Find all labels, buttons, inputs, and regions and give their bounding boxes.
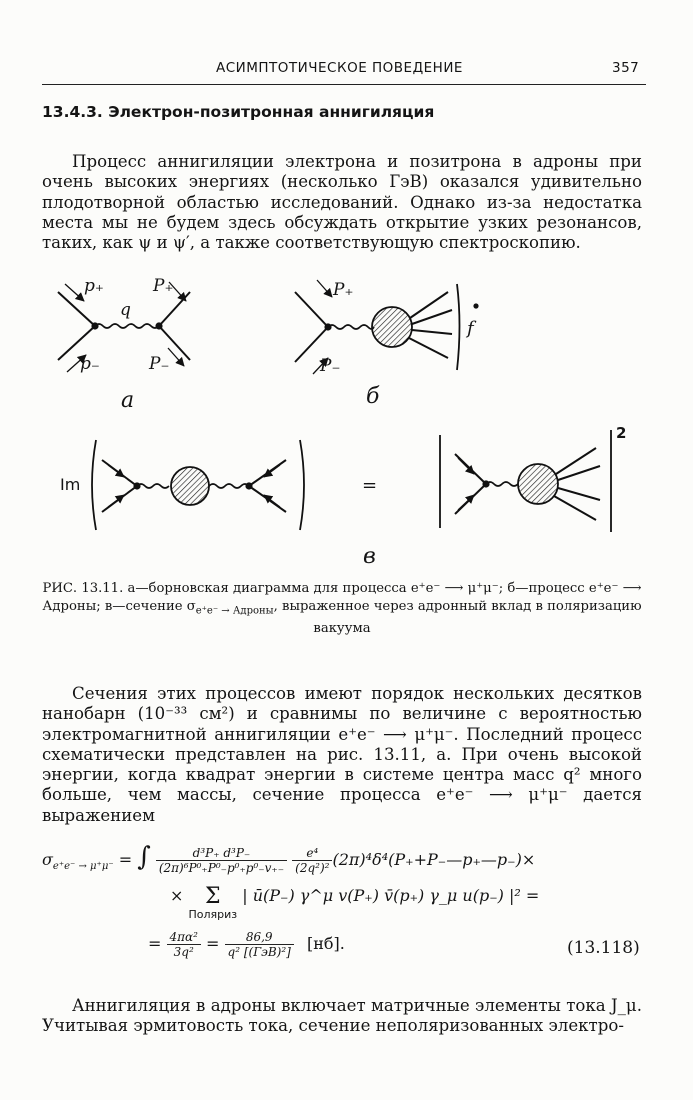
frac-coupling-den: (2q²)² (295, 861, 330, 875)
label-P-minus-out: P₋ (149, 354, 170, 374)
eq-times: × (170, 886, 184, 905)
label-f: f (467, 318, 474, 339)
section-title: 13.4.3. Электрон-позитронная аннигиляция (42, 103, 435, 121)
frac-result-num: 4πα² (167, 930, 201, 945)
equation-line-2 (170, 886, 539, 921)
label-b-P-minus: P₋ (320, 356, 341, 376)
caption-subscript: e⁺e⁻ → Адроны (195, 605, 274, 617)
eq-line-2-body: | ū(P₋) γ^μ v(P₊) v̄(p₊) γ_μ u(p₋) |² = (242, 886, 540, 905)
eq-unit: [нб]. (306, 934, 345, 953)
eq-equals-3: = (148, 934, 162, 953)
eq-equals-4: = (206, 934, 220, 953)
diagram-c-left (92, 440, 304, 530)
sum-sign: Σ (205, 884, 221, 909)
intro-paragraph (42, 152, 642, 253)
label-equals: = (362, 475, 378, 496)
equation-number: (13.118) (567, 938, 640, 958)
label-power-2: 2 (616, 424, 627, 442)
frac-phase-space-den: (2π)⁶P⁰₊P⁰₋p⁰₊p⁰₋v₊₋ (158, 861, 285, 875)
equation-line-1 (42, 842, 535, 875)
running-title: АСИМПТОТИЧЕСКОЕ ПОВЕДЕНИЕ (216, 60, 463, 76)
label-p-plus-in: p₊ (84, 276, 104, 296)
body-paragraph (42, 684, 642, 826)
label-q: q (120, 300, 131, 320)
last-paragraph (42, 996, 642, 1037)
sum-block (189, 886, 238, 921)
figure-caption (42, 580, 642, 637)
integral-sign: ∫ (137, 842, 151, 872)
label-b-P-plus: P₊ (333, 280, 354, 300)
label-im: Im (60, 475, 81, 494)
figure-13-11 (0, 270, 693, 575)
frac-coupling-num: e⁴ (292, 846, 332, 861)
panel-label-c: в (363, 544, 376, 569)
body-text: Сечения этих процессов имеют порядок нескольких десятков нанобарн (10⁻³³ см²) и сравнимы по величине с вероятностью электромагнитной аннигиляции e⁺e⁻ ⟶ μ⁺μ⁻. Последний процесс схематически представлен на рис. 13.11, а. При очень высокой энергии, когда квадрат энергии в системе центра масс q² много больше, чем массы, сечение процесса e⁺e⁻ ⟶ μ⁺μ⁻ дается выражением (42, 684, 642, 825)
caption-text: РИС. 13.11. а—борновская диаграмма для процесса e⁺e⁻ ⟶ μ⁺μ⁻; б—процесс e⁺e⁻ ⟶ Адроны; в—сечение σ (42, 581, 642, 614)
caption-tail: , выраженное через адронный вклад в поляризацию вакуума (273, 598, 642, 636)
label-P-plus-out: P₊ (153, 276, 174, 296)
frac-result-den: 3q² (173, 945, 194, 959)
frac-result (167, 930, 201, 959)
frac-coupling (292, 846, 332, 875)
eq-tail-1: (2π)⁴δ⁴(P₊+P₋—p₊—p₋)× (332, 850, 536, 869)
eq-equals-1: = (118, 850, 133, 869)
diagram-c-right (440, 430, 611, 532)
label-p-minus-in: p₋ (80, 354, 100, 374)
frac-phase-space (156, 846, 287, 875)
panel-label-b: б (366, 384, 380, 409)
frac-phase-space-num: d³P₊ d³P₋ (156, 846, 287, 861)
eq-lhs: σ (42, 850, 53, 869)
equation-line-3 (148, 930, 345, 959)
frac-numeric-den: q² [(ГэВ)²] (227, 945, 291, 959)
intro-text: Процесс аннигиляции электрона и позитрона в адроны при очень высоких энергиях (несколько ГэВ) оказался удивительно плодотворной областью исследований. Однако из-за недостатка места мы не будем здесь обсуждать открытие узких резонансов, таких, как ψ и ψ′, а также соответствующую спектроскопию. (42, 152, 642, 253)
sum-label: Поляриз (188, 908, 238, 921)
frac-numeric-num: 86,9 (225, 930, 294, 945)
panel-label-a: a (121, 388, 135, 413)
frac-numeric (225, 930, 294, 959)
header-rule (42, 84, 646, 85)
page-number: 357 (612, 60, 640, 76)
eq-lhs-sub: e⁺e⁻ → μ⁺μ⁻ (52, 861, 114, 873)
last-text: Аннигиляция в адроны включает матричные элементы тока J_μ. Учитывая эрмитовость тока, сечение неполяризованных электро- (42, 996, 642, 1036)
